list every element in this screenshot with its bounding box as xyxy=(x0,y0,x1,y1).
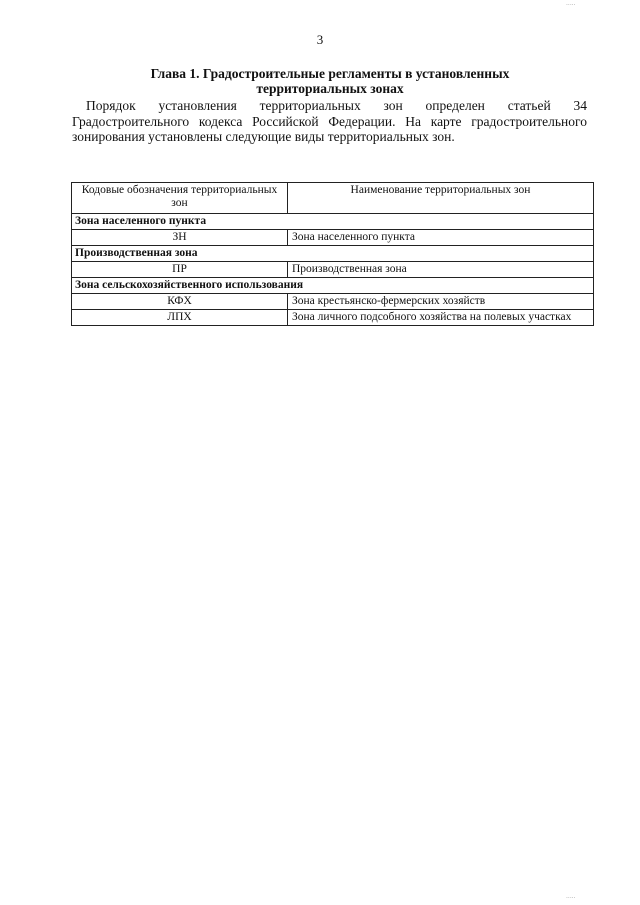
intro-text: Порядок установления территориальных зон определен статьей 34 Градостроительного кодекса Российской Федерации. На карте градостроительного зонирования установлены следующие виды территориальных зон. xyxy=(72,98,587,144)
zone-name: Зона крестьянско-фермерских хозяйств xyxy=(288,294,594,310)
table-row xyxy=(72,294,594,310)
zone-code: ПР xyxy=(72,262,288,278)
group-row xyxy=(72,278,594,294)
scan-artifact: ····· xyxy=(566,895,576,902)
group-title: Производственная зона xyxy=(72,246,594,262)
group-row xyxy=(72,214,594,230)
scan-artifact: ····· xyxy=(566,2,576,9)
group-title: Зона населенного пункта xyxy=(72,214,594,230)
group-row xyxy=(72,246,594,262)
header-name: Наименование территориальных зон xyxy=(288,183,594,214)
zone-code: ЛПХ xyxy=(72,310,288,326)
zone-name: Зона населенного пункта xyxy=(288,230,594,246)
table-header-row xyxy=(72,183,594,214)
zone-name: Зона личного подсобного хозяйства на полевых участках xyxy=(288,310,594,326)
page-number: 3 xyxy=(316,32,324,47)
zone-code: ЗН xyxy=(72,230,288,246)
table-row xyxy=(72,262,594,278)
group-title: Зона сельскохозяйственного использования xyxy=(72,278,594,294)
table-row xyxy=(72,230,594,246)
zones-table xyxy=(71,182,594,326)
table-row xyxy=(72,310,594,326)
chapter-title: Глава 1. Градостроительные регламенты в установленных территориальных зонах xyxy=(150,66,510,96)
zone-name: Производственная зона xyxy=(288,262,594,278)
intro-paragraph xyxy=(72,98,587,145)
header-code: Кодовые обозначения территориальных зон xyxy=(72,183,288,214)
zone-code: КФХ xyxy=(72,294,288,310)
